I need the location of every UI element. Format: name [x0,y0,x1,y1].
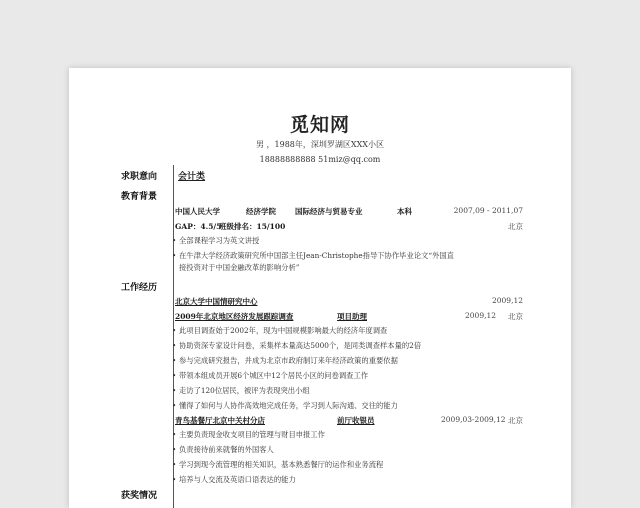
education-major: 国际经济与贸易专业 [295,207,363,216]
list-item: • 懂得了如何与人协作高效地完成任务，学习到人际沟通、交往的能力 [179,401,398,411]
education-period: 2007,09 - 2011,07 [453,206,523,215]
work-2-project: 2009年北京地区经济发展跟踪调查 [175,312,294,321]
work-2-location: 北京 [508,312,523,321]
list-item: • 学习到现今流管理的相关知识，基本熟悉餐厅的运作和业务流程 [179,460,383,470]
education-school: 中国人民大学 [175,207,220,216]
education-degree: 本科 [397,207,412,216]
candidate-name: 觅知网 [289,114,350,136]
work-3-role: 前厅收银员 [337,416,375,425]
work-2-date: 2009,12 [465,311,497,320]
list-item-continuation: 接投资对于中国金融改革的影响分析” [179,263,300,272]
education-college: 经济学院 [246,207,276,216]
section-work-heading: 工作经历 [121,283,158,293]
list-item: • 全部课程学习为英文讲授 [179,236,259,246]
section-awards-heading: 获奖情况 [121,491,158,501]
section-intent-heading: 求职意向 [121,172,158,182]
list-item: • 此项目调查始于2002年，现为中国规模影响最大的经济年度调查 [179,326,387,336]
list-item: • 培养与人交流及英语口语表达的能力 [179,475,296,485]
work-2-role: 项目助理 [337,312,367,321]
intent-value: 会计类 [178,172,206,182]
section-divider-line [173,165,174,508]
list-item: • 负责接待前来就餐的外国客人 [179,445,274,455]
education-location: 北京 [508,222,523,231]
list-item: • 主要负责现金收支项目的管理与财目申报工作 [179,430,325,440]
work-1-date: 2009,12 [491,296,523,305]
resume-page [69,68,571,508]
personal-info: 男 ，1988年，深圳罗湖区XXX小区 [256,140,384,149]
work-3-location: 北京 [508,416,523,425]
work-1-organization: 北京大学中国情研究中心 [175,297,258,306]
list-item: • 带领本组成员开展6个城区中12个居民小区的问卷调查工作 [179,371,368,381]
contact-info: 18888888888 51miz@qq.com [259,155,381,164]
list-item: • 参与完成研究报告，并成为北京市政府制订来年经济政策的重要依据 [179,356,398,366]
list-item: • 在牛津大学经济政策研究所中国部主任Jean-Christophe指导下协作毕业论文“外国直 [179,251,454,261]
section-education-heading: 教育背景 [121,192,158,202]
work-3-organization: 青鸟基餐厅北京中关村分店 [175,416,265,425]
education-gpa: GAP：4.5/5 [175,222,222,231]
work-3-date: 2009,03-2009,12 [441,415,506,424]
education-rank: 班级排名：15/100 [219,222,286,231]
list-item: • 协助资深专家设计问卷，采集样本量高达5000个，是同类调查样本量的2倍 [179,341,421,351]
list-item: • 走访了120位居民，被评为表现突出小组 [179,386,310,396]
